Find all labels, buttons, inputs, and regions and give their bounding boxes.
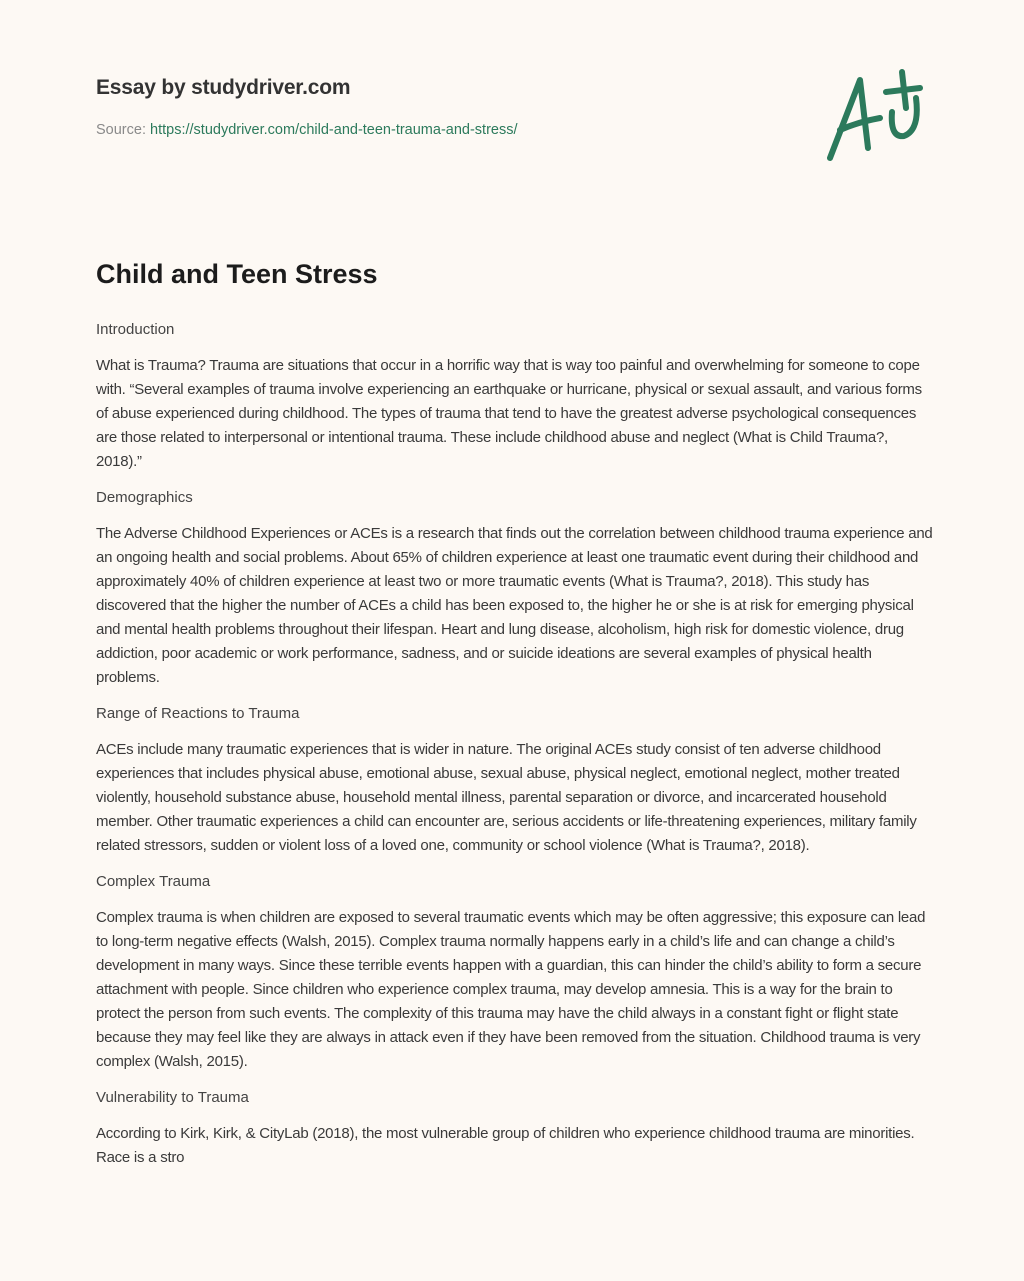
section-heading: Vulnerability to Trauma [96, 1089, 249, 1106]
section-body: Complex trauma is when children are exposed to several traumatic events which may be often aggressive; this exposure can lead to long-term negative effects (Walsh, 2015). Complex trauma normally happens early in a child’s life and can change a child’s development in many ways. Since these terrible events happen with a guardian, this can hinder the child’s ability to form a secure attachment with people. Since children who experience complex trauma, may develop amnesia. This is a way for the brain to protect the person from such events. The complexity of this trauma may have the child always in a constant fight or flight state because they may feel like they are always in attack even if they have been removed from the situation. Childhood trauma is very complex (Walsh, 2015). [96, 909, 926, 1070]
section-body: What is Trauma? Trauma are situations that occur in a horrific way that is way too painful and overwhelming for someone to cope with. “Several examples of trauma involve experiencing an earthquake or hurricane, physical or sexual assault, and various forms of abuse experienced during childhood. The types of trauma that tend to have the greatest adverse psychological consequences are those related to interpersonal or intentional trauma. These include childhood abuse and neglect (What is Child Trauma?, 2018).” [96, 357, 922, 470]
article-title: Child and Teen Stress [96, 259, 378, 289]
section-heading: Introduction [96, 321, 175, 338]
section-demographics [96, 486, 934, 690]
section-body: According to Kirk, Kirk, & CityLab (2018), the most vulnerable group of children who experience childhood trauma are minorities. Race is a stro [96, 1125, 915, 1166]
section-heading: Range of Reactions to Trauma [96, 705, 300, 722]
section-body: The Adverse Childhood Experiences or ACEs is a research that finds out the correlation between childhood trauma experience and an ongoing health and social problems. About 65% of children experience at least one traumatic event during their childhood and approximately 40% of children experience at least two or more traumatic events (What is Trauma?, 2018). This study has discovered that the higher the number of ACEs a child has been exposed to, the higher he or she is at risk for emerging physical and mental health problems throughout their lifespan. Heart and lung disease, alcoholism, high risk for domestic violence, drug addiction, poor academic or work performance, sadness, and or suicide ideations are several examples of physical health problems. [96, 525, 933, 686]
a-plus-logo-icon [820, 68, 930, 164]
section-body: ACEs include many traumatic experiences that is wider in nature. The original ACEs study consist of ten adverse childhood experiences that includes physical abuse, emotional abuse, sexual abuse, physical neglect, emotional neglect, mother treated violently, household substance abuse, household mental illness, parental separation or divorce, and incarcerated household member. Other traumatic experiences a child can encounter are, serious accidents or life-threatening experiences, military family related stressors, sudden or violent loss of a loved one, community or school violence (What is Trauma?, 2018). [96, 741, 917, 854]
section-range-of-reactions [96, 702, 934, 858]
article [96, 254, 934, 1182]
source-link[interactable]: https://studydriver.com/child-and-teen-trauma-and-stress/ [150, 122, 518, 138]
section-vulnerability [96, 1086, 934, 1170]
source-line [96, 122, 518, 138]
section-introduction [96, 318, 934, 474]
source-label: Source: [96, 122, 146, 138]
section-heading: Demographics [96, 489, 193, 506]
section-heading: Complex Trauma [96, 873, 211, 890]
page-header [96, 76, 518, 138]
section-complex-trauma [96, 870, 934, 1074]
site-title: Essay by studydriver.com [96, 76, 351, 99]
